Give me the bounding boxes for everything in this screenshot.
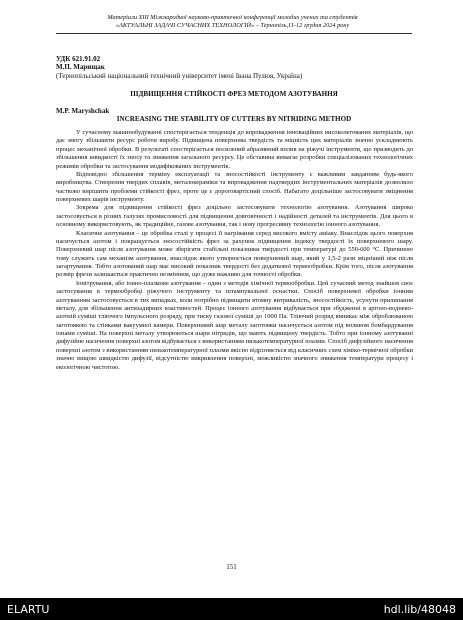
paragraph: Відповідно збільшення терміну експлуатації та зносостійкості інструменту є важливим завданням будь-якого виробництва. Створення твердих сплавів, металокераміки та впровадження надтвердих інструментальних матеріалів дозволило частково вирішити проблеми стійкості фрез, проте це є дороговартісний спосіб. Набагато доцільніше застосовувати зміцнення поверхневих шарів інструменту.: [56, 170, 413, 203]
paragraph: Класичне азотування – це обробка сталі у процесі її нагрівання серед високого вмісту аміаку. Внаслідок цього поверхня насичується азотом і покращується зносостійкість фрез за рахунок підвищення індексу твердості їх поверхневого шару. Поверхневий шар після азотування може зберігати стабільні показники твердості при температурі до 550-600 °С. Причиною тому служить сам механізм азотування, внаслідок якого утворюється поверхневий шар, який у 1,5-2 рази міцніший ніж після загартування. Тобто азотований шар має високий показник твердості без додаткової термообробки. Крім того, після азотування розмір фрези залишається практично незмінним, що дуже важливо для точності обробки.: [56, 229, 413, 279]
footer-bar: [0, 600, 463, 620]
udc-code: УДК 621.91.02: [56, 55, 101, 63]
conference-header: [50, 14, 415, 30]
header-line-2: «АКТУАЛЬНІ ЗАДАЧІ СУЧАСНИХ ТЕХНОЛОГІЙ» – Тернопіль,11-12 грудня 2024 року: [115, 22, 350, 29]
page-number: 151: [226, 563, 237, 571]
footer-right-label: hdl.lib/48048: [383, 603, 456, 616]
paragraph: У сучасному машинобудуванні спостерігається тенденція до впровадження інноваційних високолегованих матеріалів, що дає змогу збільшити ресурс роботи виробу. Підвищена поверхнева твердість та міцність цих матеріалів значно ускладнюють процес механічної обробки. В результаті спостерігається посилений абразивний вплив на ріжучі інструменти, що призводить до збільшення швидкості їх зносу та зниження загального ресурсу. Це обставина вимагає розробки спеціалізованих технологічних режимів обробки та застосування модифікованих інструментів.: [56, 129, 413, 170]
title-ua: ПІДВИЩЕННЯ СТІЙКОСТІ ФРЕЗ МЕТОДОМ АЗОТУВАННЯ: [130, 90, 338, 98]
article-body: [56, 129, 413, 372]
author-en: M.P. Maryshchak: [56, 107, 110, 115]
affiliation: (Тернопільський національний технічний університет імені Івана Пулюя, Україна): [56, 72, 303, 80]
footer-left-label: ELARTU: [7, 603, 50, 616]
title-en: INCREASING THE STABILITY OF CUTTERS BY NITRIDING METHOD: [116, 115, 352, 123]
paragraph: Іонітрування, або іонно-плазмове азотування – один з методів хімічної термообробки. Цей сучасний метод знайшов своє застосування в термообробці ріжучого інструменту та штампувальної оснастки. Спосіб поверхневої обробки іонним азотуванням застосовується в тих випадках, коли потрібно підвищити втомну витривалість, зносостійкість, усунути прилипання металу, для збільшення антизадирних властивостей. Процес іонного азотування відбувається при збудженні в аргоно-воднево-азотній суміші тліючого імпульсного розряду, при тиску газової суміші до 1000 Па. Тліючий розряд виникає між оброблюваною заготовкою та стінками вакуумної камери. Поверхневий шар металу заготовки насичується азотом під впливом бомбардування іонами суміші. На поверхні металу утворюються шари нітридів, що мають підвищену твердість. Тобто при іонному азотуванні дифузійне насичення поверхні азотом відбувається з використанням низькотемпературної плазми. Спосіб дифузійного насичення поверхні азотом з використанням низькотемпературної плазми якісно відрізняється від класичних схем хіміко-термічної обробки значно вищою швидкістю дифузії, відсутністю викривлення поверхні, можливістю значного зниження температури процесу і екологічною чистотою.: [56, 279, 413, 371]
author-ua: М.П. Марищак: [56, 63, 105, 71]
header-line-1: Матеріали XIII Міжнародної науково-практичної конференції молодих учених та студентів: [107, 14, 358, 21]
header-divider: [56, 33, 412, 34]
paragraph: Зокрема для підвищення стійкості фрез доцільно застосовувати технологію азотування. Азотування широко застосовується в різних галузях промисловості для підвищення довговічності і надійності деталей та інструментів. Для цього в основному використовують, як традиційне, газове азотування, так і нову прогресивну технологію іонного азотування.: [56, 204, 413, 229]
